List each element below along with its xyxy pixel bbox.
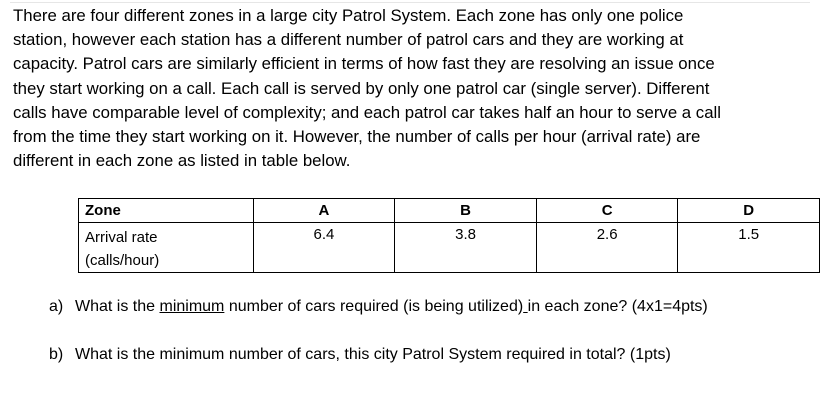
question-b-text: What is the minimum number of cars, this city Patrol System required in total? (1pts) xyxy=(75,346,671,363)
intro-line: There are four different zones in a large city Patrol System. Each zone has only one police xyxy=(13,6,684,25)
question-b-label: b) xyxy=(49,346,64,363)
arrival-rate-label-line2: (calls/hour) xyxy=(85,252,160,269)
rate-zone-b: 3.8 xyxy=(395,223,537,273)
header-zone-b: B xyxy=(395,199,537,223)
top-rule xyxy=(10,2,810,3)
header-zone-c: C xyxy=(536,199,678,223)
question-a xyxy=(49,298,708,316)
table-header-row xyxy=(79,199,820,223)
header-zone-a: A xyxy=(253,199,395,223)
arrival-rate-label xyxy=(79,223,254,273)
intro-line: capacity. Patrol cars are similarly efficient in terms of how fast they are resolving an issue once xyxy=(13,54,715,74)
rate-zone-d: 1.5 xyxy=(678,223,820,273)
intro-line: they start working on a call. Each call is served by only one patrol car (single server). Different xyxy=(13,78,710,98)
question-b xyxy=(49,346,671,364)
problem-statement xyxy=(13,4,813,173)
question-a-post: in each zone? (4x1=4pts) xyxy=(527,298,708,315)
question-a-pre: What is the xyxy=(75,298,160,315)
question-a-mid: number of cars required (is being utilized) xyxy=(224,298,524,315)
intro-line: from the time they start working on it. However, the number of calls per hour (arrival rate) are xyxy=(13,127,701,147)
header-zone-label: Zone xyxy=(79,199,254,223)
table-row xyxy=(79,223,820,273)
rate-zone-c: 2.6 xyxy=(536,223,678,273)
rate-zone-a: 6.4 xyxy=(253,223,395,273)
intro-line: different in each zone as listed in table below. xyxy=(13,151,351,171)
arrival-rate-label-line1: Arrival rate xyxy=(85,229,158,246)
intro-line: calls have comparable level of complexity; and each patrol car takes half an hour to serve a call xyxy=(13,102,721,122)
intro-line: station, however each station has a different number of patrol cars and they are working at xyxy=(13,30,684,50)
question-a-underlined: minimum xyxy=(159,298,225,315)
arrival-rate-table xyxy=(78,198,820,273)
header-zone-d: D xyxy=(678,199,820,223)
question-a-label: a) xyxy=(49,298,64,315)
